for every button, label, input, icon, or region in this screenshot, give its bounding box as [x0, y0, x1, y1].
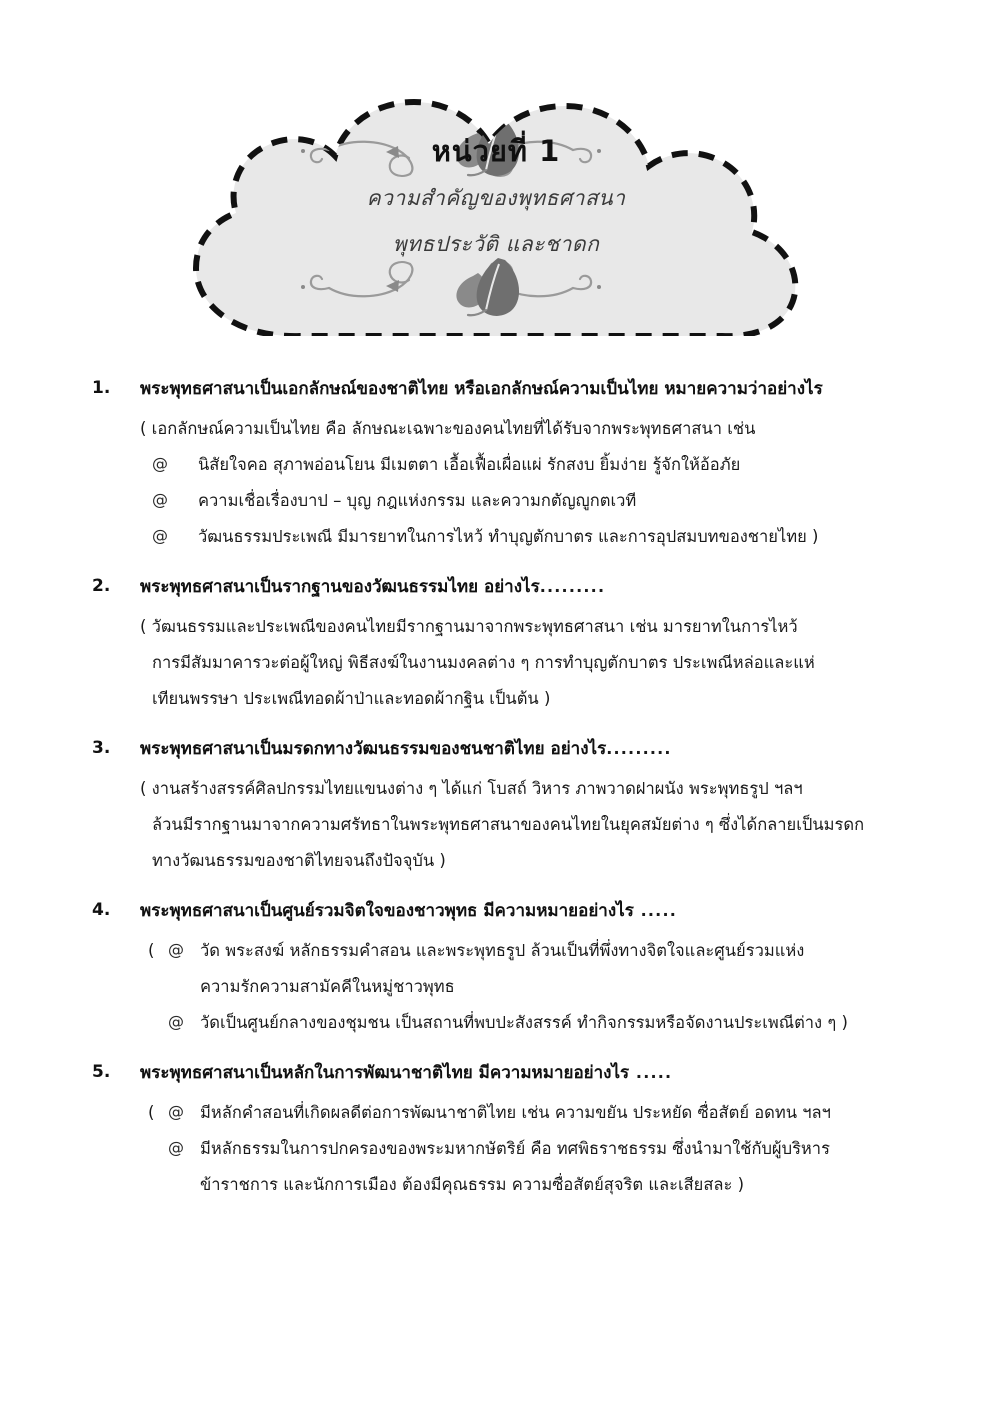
- question-block: [0, 378, 992, 576]
- question-heading: [0, 378, 992, 414]
- question-number: 1.: [92, 378, 111, 398]
- question-heading: [0, 900, 992, 936]
- at-bullet-icon: @: [168, 1138, 184, 1157]
- question-number: 2.: [92, 576, 111, 596]
- answer-line: ความรักความสามัคคีในหมู่ชาวพุทธ: [200, 977, 455, 996]
- at-bullet-icon: @: [152, 526, 168, 545]
- answer-line: ( เอกลักษณ์ความเป็นไทย คือ ลักษณะเฉพาะของคนไทยที่ได้รับจากพระพุทธศาสนา เช่น: [140, 419, 756, 438]
- question-text: พระพุทธศาสนาเป็นเอกลักษณ์ของชาติไทย หรือเอกลักษณ์ความเป็นไทย หมายความว่าอย่างไร: [140, 379, 823, 399]
- question-block: [0, 900, 992, 1062]
- answer-text: วัดเป็นศูนย์กลางของชุมชน เป็นสถานที่พบปะสังสรรค์ ทำกิจกรรมหรือจัดงานประเพณีต่าง ๆ ): [200, 1013, 848, 1032]
- at-bullet-icon: @: [152, 490, 168, 509]
- answer-dotted-leader: .........: [606, 739, 672, 758]
- unit-subtitle-line-2: พุทธประวัติ และชาดก: [392, 232, 600, 256]
- open-paren: (: [148, 1103, 155, 1122]
- question-block: [0, 576, 992, 738]
- answer-text: ความเชื่อเรื่องบาป – บุญ กฎแห่งกรรม และความกตัญญูกตเวที: [198, 491, 637, 510]
- answer-line: ล้วนมีรากฐานมาจากความศรัทธาในพระพุทธศาสนาของคนไทยในยุคสมัยต่าง ๆ ซึ่งได้กลายเป็นมรดก: [152, 815, 865, 834]
- question-number: 5.: [92, 1062, 111, 1082]
- question-block: [0, 738, 992, 900]
- question-heading: [0, 1062, 992, 1098]
- answer-text: นิสัยใจคอ สุภาพอ่อนโยน มีเมตตา เอื้อเฟื้อเผื่อแผ่ รักสงบ ยิ้มง่าย รู้จักให้อ้อภัย: [198, 455, 741, 474]
- answer-bullet-line: [0, 490, 992, 520]
- question-heading: [0, 738, 992, 774]
- answer-line: ( วัฒนธรรมและประเพณีของคนไทยมีรากฐานมาจากพระพุทธศาสนา เช่น มารยาทในการไหว้: [140, 617, 798, 636]
- question-list: [0, 378, 992, 1224]
- answer-bullet-line: [0, 526, 992, 556]
- at-bullet-icon: @: [168, 1012, 184, 1031]
- answer-open-paren-bullet-line: [0, 940, 992, 970]
- answer-dotted-leader: .....: [629, 1063, 673, 1082]
- block-spacer: [0, 724, 992, 738]
- question-text: พระพุทธศาสนาเป็นหลักในการพัฒนาชาติไทย มีความหมายอย่างไร: [140, 1063, 630, 1083]
- unit-title: หน่วยที่ 1: [431, 134, 561, 168]
- answer-line: เทียนพรรษา ประเพณีทอดผ้าป่าและทอดผ้ากฐิน เป็นต้น ): [152, 689, 551, 708]
- question-number: 3.: [92, 738, 111, 758]
- cloud-header-banner: [0, 46, 992, 336]
- answer-open-paren-bullet-line: [0, 1102, 992, 1132]
- answer-bullet-line: [0, 454, 992, 484]
- answer-line: ทางวัฒนธรรมของชาติไทยจนถึงปัจจุบัน ): [152, 851, 446, 870]
- block-spacer: [0, 562, 992, 576]
- answer-text: วัฒนธรรมประเพณี มีมารยาทในการไหว้ ทำบุญตักบาตร และการอุปสมบทของชายไทย ): [198, 527, 819, 546]
- answer-line: ข้าราชการ และนักการเมือง ต้องมีคุณธรรม ความซื่อสัตย์สุจริต และเสียสละ ): [200, 1175, 745, 1194]
- question-heading: [0, 576, 992, 612]
- block-spacer: [0, 1048, 992, 1062]
- at-bullet-icon: @: [168, 940, 184, 959]
- answer-dotted-leader: .....: [633, 901, 678, 920]
- answer-line: การมีสัมมาคารวะต่อผู้ใหญ่ พิธีสงฆ์ในงานมงคลต่าง ๆ การทำบุญตักบาตร ประเพณีหล่อและแห่: [152, 653, 815, 672]
- answer-text: มีหลักคำสอนที่เกิดผลดีต่อการพัฒนาชาติไทย เช่น ความขยัน ประหยัด ซื่อสัตย์ อดทน ฯลฯ: [200, 1103, 831, 1122]
- question-number: 4.: [92, 900, 111, 920]
- at-bullet-icon: @: [168, 1102, 184, 1121]
- at-bullet-icon: @: [152, 454, 168, 473]
- block-spacer: [0, 1210, 992, 1224]
- cloud-shape: [0, 46, 992, 336]
- answer-line: ( งานสร้างสรรค์ศิลปกรรมไทยแขนงต่าง ๆ ได้แก่ โบสถ์ วิหาร ภาพวาดฝาผนัง พระพุทธรูป ฯลฯ: [140, 779, 803, 798]
- question-block: [0, 1062, 992, 1224]
- question-text: พระพุทธศาสนาเป็นศูนย์รวมจิตใจของชาวพุทธ มีความหมายอย่างไร: [140, 901, 634, 921]
- answer-dotted-leader: .........: [539, 577, 606, 596]
- unit-subtitle-line-1: ความสำคัญของพุทธศาสนา: [366, 186, 626, 210]
- answer-bullet-line: [0, 1138, 992, 1168]
- answer-text: มีหลักธรรมในการปกครองของพระมหากษัตริย์ คือ ทศพิธราชธรรม ซึ่งนำมาใช้กับผู้บริหาร: [200, 1139, 830, 1158]
- question-text: พระพุทธศาสนาเป็นมรดกทางวัฒนธรรมของชนชาติไทย อย่างไร: [140, 739, 607, 759]
- block-spacer: [0, 886, 992, 900]
- question-text: พระพุทธศาสนาเป็นรากฐานของวัฒนธรรมไทย อย่างไร: [140, 577, 540, 597]
- answer-text: วัด พระสงฆ์ หลักธรรมคำสอน และพระพุทธรูป ล้วนเป็นที่พึ่งทางจิตใจและศูนย์รวมแห่ง: [200, 941, 805, 960]
- open-paren: (: [148, 941, 155, 960]
- answer-bullet-line: [0, 1012, 992, 1042]
